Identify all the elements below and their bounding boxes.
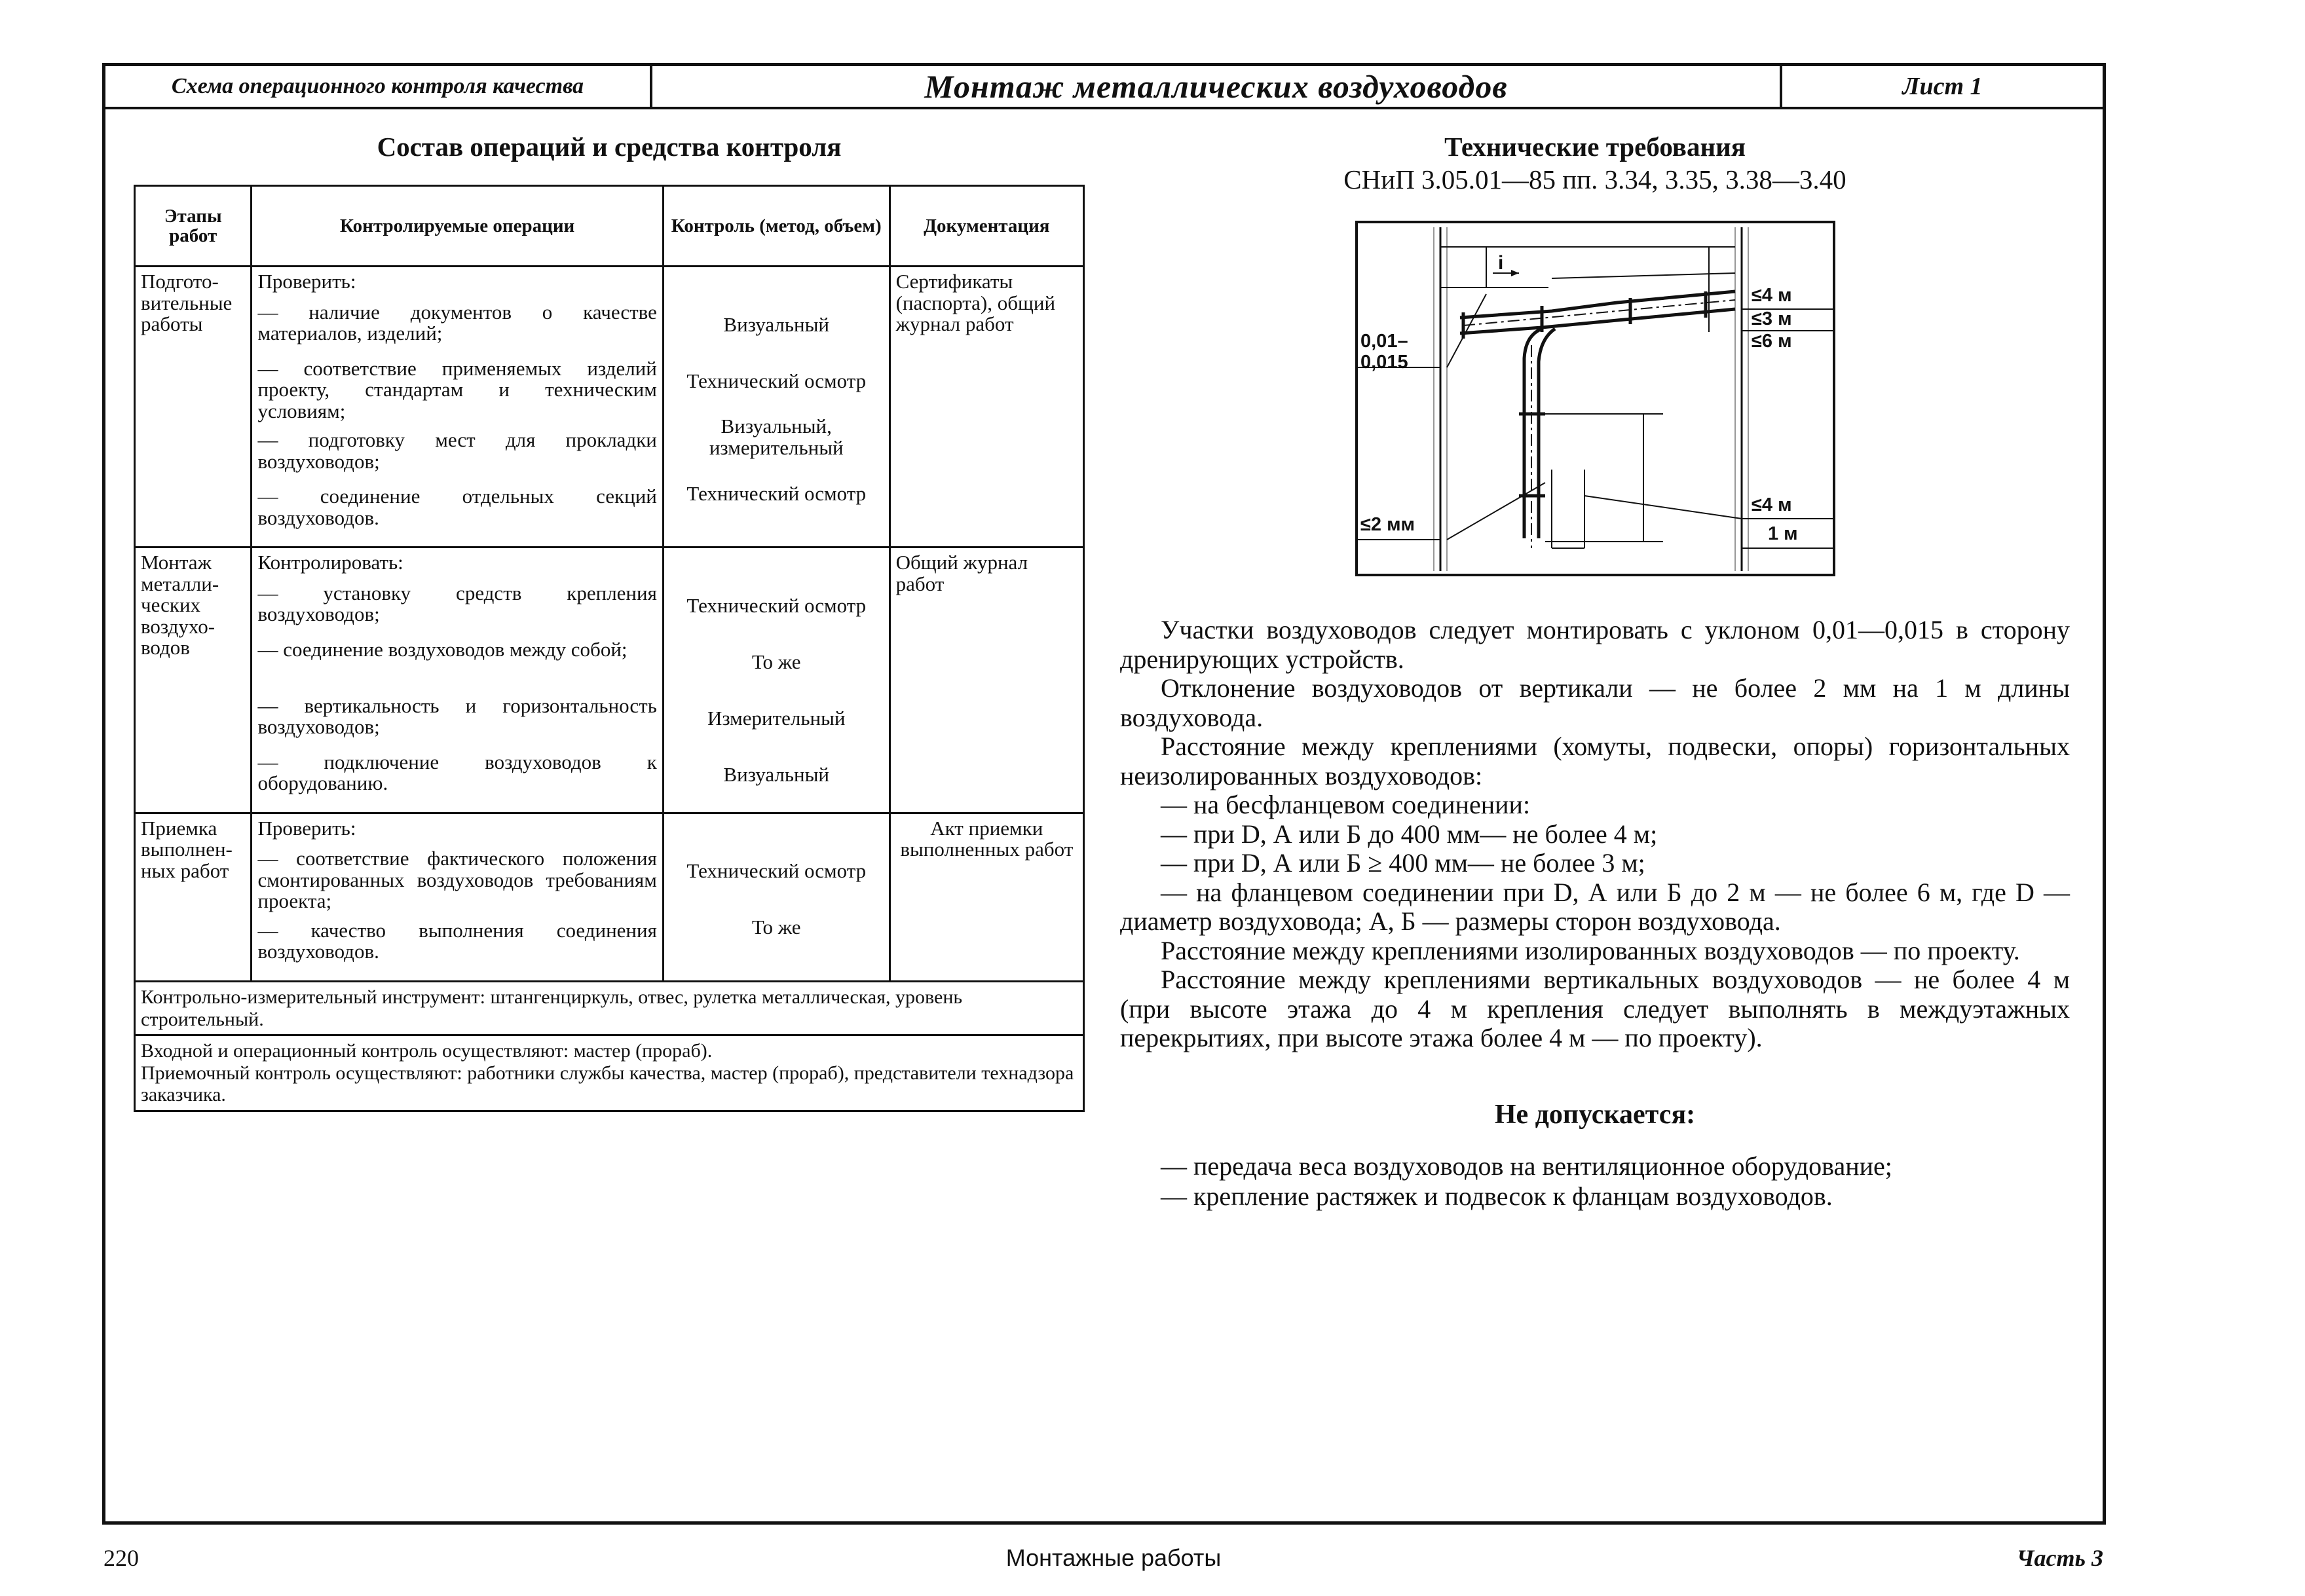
stage-cell: Монтаж металли-ческих воздухо-водов <box>135 547 252 813</box>
control-method: То же <box>751 650 801 673</box>
requirement-list-item: — на фланцевом соединении при D, А или Б до 2 м — не более 6 м, где D — диаметр воздуховода; А, Б — размеры сторон воздуховода. <box>1120 877 2070 936</box>
operations-head: Проверить: <box>257 270 356 293</box>
responsibility-note <box>135 1035 1084 1111</box>
tech-requirements-title: Технические требования <box>1444 132 1746 162</box>
forbidden-item: — крепление растяжек и подвесок к фланцам воздуховодов. <box>1161 1181 1833 1211</box>
control-method: Технический осмотр <box>686 593 867 617</box>
operation-item: — подключение воздуховодов к оборудованию. <box>257 750 657 795</box>
requirement-paragraph: Участки воздуховодов следует монтировать с уклоном 0,01—0,015 в сторону дренирующих устройств. <box>1120 615 2070 674</box>
table-footer-row <box>135 981 1084 1035</box>
table-footer-row <box>135 1035 1084 1111</box>
instruments-note: Контрольно-измерительный инструмент: штангенциркуль, отвес, рулетка металлическая, уровень строительный. <box>135 981 1084 1035</box>
page-number: 220 <box>103 1545 139 1571</box>
operation-item: — установку средств крепления воздуховодов; <box>257 581 657 626</box>
operation-item: — соединение отдельных секций воздуховодов. <box>257 485 657 529</box>
spacing-6m-label: ≤6 м <box>1752 331 1792 352</box>
control-method: Измерительный <box>707 706 846 730</box>
requirement-paragraph: Расстояние между креплениями вертикальных воздуховодов — не более 4 м (при высоте этажа до 4 м крепления следует выполнять в междуэтажных перекрытиях, при высоте этажа более 4 м — по проекту). <box>1120 965 2070 1052</box>
operation-item: — наличие документов о качестве материалов, изделий; <box>257 300 657 345</box>
slope-value-label-top: 0,01– <box>1360 331 1408 352</box>
control-method: Технический осмотр <box>686 481 867 505</box>
requirement-list-item: — при D, А или Б ≥ 400 мм— не более 3 м; <box>1161 848 1645 878</box>
control-cell <box>663 813 890 981</box>
forbidden-item: — передача веса воздуховодов на вентиляционное оборудование; <box>1161 1151 1892 1181</box>
operation-item: — качество выполнения соединения воздуховодов. <box>257 918 657 963</box>
table-header-row <box>135 186 1084 267</box>
control-method: Визуальный <box>723 312 830 336</box>
spacing-4m-label: ≤4 м <box>1752 285 1792 306</box>
duct-installation-diagram <box>1355 221 1835 576</box>
operation-item: — соответствие применяемых изделий проекту, стандартам и техническим условиям; <box>257 356 657 422</box>
control-cell <box>663 547 890 813</box>
footer-part: Часть 3 <box>2016 1545 2103 1571</box>
operations-head: Проверить: <box>257 816 356 840</box>
input-control-note: Входной и операционный контроль осуществляют: мастер (прораб). <box>141 1040 713 1062</box>
length-1m-label: 1 м <box>1768 523 1798 544</box>
operations-cell <box>252 547 663 813</box>
requirement-list-item: — при D, А или Б до 400 мм— не более 4 м; <box>1161 819 1658 849</box>
operations-head: Контролировать: <box>257 551 403 574</box>
col-header-control: Контроль (метод, объем) <box>663 186 890 267</box>
operations-cell <box>252 267 663 547</box>
documentation-cell: Акт приемки выполненных работ <box>890 813 1083 981</box>
col-header-documentation: Документация <box>890 186 1083 267</box>
table-row <box>135 267 1084 547</box>
operations-table <box>134 185 1085 1112</box>
tech-requirements-reference: СНиП 3.05.01—85 пп. 3.34, 3.35, 3.38—3.40 <box>1343 164 1846 195</box>
documentation-cell: Общий журнал работ <box>890 547 1083 813</box>
header-sheet-number: Лист 1 <box>1902 73 1983 100</box>
slope-symbol-label: i <box>1498 252 1504 274</box>
forbidden-title: Не допускается: <box>1494 1100 1696 1130</box>
vertical-spacing-4m-label: ≤4 м <box>1752 494 1792 515</box>
requirement-paragraph: Расстояние между креплениями (хомуты, подвески, опоры) горизонтальных неизолированных воздуховодов: <box>1120 732 2070 790</box>
vertical-deviation-label: ≤2 мм <box>1360 514 1415 535</box>
header-scheme-title: Схема операционного контроля качества <box>105 66 652 107</box>
control-method: Технический осмотр <box>686 859 867 883</box>
duct-diagram-drawing <box>1355 221 1835 576</box>
operations-cell <box>252 813 663 981</box>
col-header-stage: Этапы работ <box>135 186 252 267</box>
operations-section-title: Состав операций и средства контроля <box>377 132 842 162</box>
acceptance-control-note: Приемочный контроль осуществляют: работники службы качества, мастер (прораб), представители технадзора заказчика. <box>141 1062 1074 1106</box>
header-row <box>105 66 2103 109</box>
slope-value-label-bottom: 0,015 <box>1360 352 1408 373</box>
col-header-operations: Контролируемые операции <box>252 186 663 267</box>
control-method: Визуальный <box>723 762 830 786</box>
documentation-cell: Сертификаты (паспорта), общий журнал работ <box>890 267 1083 547</box>
control-method: То же <box>751 916 801 939</box>
tech-requirements-heading <box>1264 131 1926 195</box>
operation-item: — соединение воздуховодов между собой; <box>257 637 628 661</box>
operation-item: — вертикальность и горизонтальность воздуховодов; <box>257 694 657 739</box>
footer-section-title: Монтажные работы <box>1005 1544 1222 1571</box>
requirements-text <box>1120 616 2070 1053</box>
requirement-list-item: — на бесфланцевом соединении: <box>1161 790 1531 819</box>
operation-item: — подготовку мест для прокладки воздуховодов; <box>257 428 657 473</box>
requirement-paragraph: Отклонение воздуховодов от вертикали — не более 2 мм на 1 м длины воздуховода. <box>1120 673 2070 732</box>
table-row <box>135 813 1084 981</box>
operation-item: — соответствие фактического положения смонтированных воздуховодов требованиям проекта; <box>257 847 657 913</box>
header-main-title: Монтаж металлических воздуховодов <box>652 66 1782 107</box>
spacing-3m-label: ≤3 м <box>1752 308 1792 329</box>
table-row <box>135 547 1084 813</box>
control-method: Технический осмотр <box>686 369 867 392</box>
stage-cell: Приемка выполнен-ных работ <box>135 813 252 981</box>
stage-cell: Подгото-вительные работы <box>135 267 252 547</box>
requirement-paragraph: Расстояние между креплениями изолированных воздуховодов — по проекту. <box>1161 935 2020 965</box>
forbidden-list <box>1120 1151 2070 1212</box>
control-cell <box>663 267 890 547</box>
control-method: Визуальный, измерительный <box>709 415 844 459</box>
